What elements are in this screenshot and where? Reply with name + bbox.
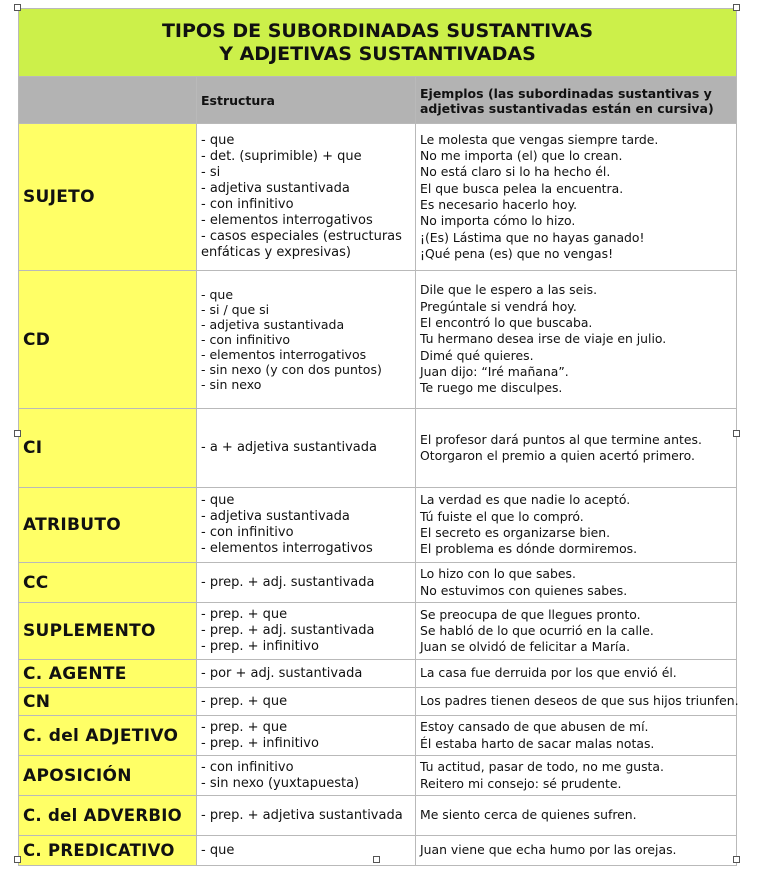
title-line-2: Y ADJETIVAS SUSTANTIVADAS: [219, 42, 536, 65]
function-label: C. PREDICATIVO: [19, 836, 197, 866]
function-label: SUJETO: [19, 124, 197, 271]
examples-cell: [416, 124, 737, 271]
header-function: [19, 77, 197, 124]
examples-cell: [416, 488, 737, 563]
function-label: CN: [19, 688, 197, 716]
example-line: Dile que le espero a las seis.: [420, 282, 598, 298]
table-row: [19, 756, 737, 796]
example-line: Estoy cansado de que abusen de mí.: [420, 719, 649, 735]
header-row: [19, 77, 737, 124]
structure-cell: - prep. + adj. sustantivada: [197, 563, 416, 603]
structure-cell: - prep. + adjetiva sustantivada: [197, 796, 416, 836]
function-label: CC: [19, 563, 197, 603]
example-line: No estuvimos con quienes sabes.: [420, 582, 628, 598]
examples-cell: [416, 836, 737, 866]
table-row: [19, 409, 737, 488]
resize-handle-bottom-right[interactable]: [733, 856, 740, 863]
resize-handle-top-right[interactable]: [733, 4, 740, 11]
example-line: Él estaba harto de sacar malas notas.: [420, 735, 655, 751]
example-line: La casa fue derruida por los que envió él.: [420, 665, 677, 681]
examples-cell: [416, 563, 737, 603]
example-line: El profesor dará puntos al que termine antes.: [420, 431, 702, 447]
example-line: Pregúntale si vendrá hoy.: [420, 298, 577, 314]
title-line-1: TIPOS DE SUBORDINADAS SUSTANTIVAS: [161, 19, 594, 42]
examples-cell: [416, 796, 737, 836]
title-row: [19, 9, 737, 77]
structure-cell: - con infinitivo - sin nexo (yuxtapuesta): [197, 756, 416, 796]
resize-handle-bottom-left[interactable]: [14, 856, 21, 863]
example-line: Reitero mi consejo: sé prudente.: [420, 775, 622, 791]
table-row: [19, 660, 737, 688]
resize-handle-mid-right[interactable]: [733, 430, 740, 437]
structure-cell: - que - si / que si - adjetiva sustantivada - con infinitivo - elementos interrogativos - sin nexo (y con dos puntos) - sin nexo: [197, 271, 416, 409]
function-label: C. del ADVERBIO: [19, 796, 197, 836]
example-line: Dimé qué quieres.: [420, 347, 534, 363]
example-line: Te ruego me disculpes.: [420, 380, 563, 396]
example-line: No importa cómo lo hizo.: [420, 213, 576, 229]
structure-cell: - que: [197, 836, 416, 866]
header-structure: Estructura: [197, 77, 416, 124]
subordinate-clauses-table: [18, 8, 737, 866]
structure-cell: - a + adjetiva sustantivada: [197, 409, 416, 488]
example-line: No me importa (el) que lo crean.: [420, 148, 623, 164]
example-line: El problema es dónde dormiremos.: [420, 541, 638, 557]
examples-cell: [416, 660, 737, 688]
example-line: La verdad es que nadie lo aceptó.: [420, 492, 631, 508]
example-line: Se preocupa de que llegues pronto.: [420, 606, 641, 622]
example-line: Le molesta que vengas siempre tarde.: [420, 131, 659, 147]
structure-cell: - prep. + que - prep. + adj. sustantivada - prep. + infinitivo: [197, 603, 416, 660]
example-line: Juan viene que echa humo por las orejas.: [420, 842, 677, 858]
structure-cell: - prep. + que: [197, 688, 416, 716]
example-line: Juan dijo: “Iré mañana”.: [420, 363, 569, 379]
table-row: [19, 124, 737, 271]
function-label: CD: [19, 271, 197, 409]
table-row: [19, 688, 737, 716]
example-line: Es necesario hacerlo hoy.: [420, 197, 578, 212]
structure-cell: - prep. + que - prep. + infinitivo: [197, 716, 416, 756]
example-line: ¡(Es) Lástima que no hayas ganado!: [420, 229, 645, 245]
table-row: [19, 603, 737, 660]
table-row: [19, 563, 737, 603]
example-line: Tú fuiste el que lo compró.: [420, 508, 584, 524]
structure-cell: - que - adjetiva sustantivada - con infinitivo - elementos interrogativos: [197, 488, 416, 563]
examples-cell: [416, 688, 737, 716]
function-label: ATRIBUTO: [19, 488, 197, 563]
example-line: Me siento cerca de quienes sufren.: [420, 807, 637, 823]
example-line: El que busca pelea la encuentra.: [420, 180, 624, 196]
example-line: Los padres tienen deseos de que sus hijos triunfen.: [420, 693, 739, 709]
table-title: [19, 9, 737, 77]
examples-cell: [416, 409, 737, 488]
example-line: El encontró lo que buscaba.: [420, 315, 593, 331]
table-row: [19, 488, 737, 563]
function-label: APOSICIÓN: [19, 756, 197, 796]
example-line: Juan se olvidó de felicitar a María.: [420, 639, 631, 655]
examples-cell: [416, 716, 737, 756]
example-line: Otorgaron el premio a quien acertó primero.: [420, 448, 695, 463]
function-label: C. AGENTE: [19, 660, 197, 688]
table-row: [19, 796, 737, 836]
table-row: [19, 271, 737, 409]
example-line: ¡Qué pena (es) que no vengas!: [420, 245, 614, 261]
examples-cell: [416, 603, 737, 660]
resize-handle-top-left[interactable]: [14, 4, 21, 11]
examples-cell: [416, 271, 737, 409]
example-line: Tu actitud, pasar de todo, no me gusta.: [420, 759, 664, 775]
example-line: El secreto es organizarse bien.: [420, 525, 611, 540]
example-line: No está claro si lo ha hecho él.: [420, 164, 611, 180]
structure-cell: - que - det. (suprimible) + que - si - adjetiva sustantivada - con infinitivo - elementos interrogativos - casos especiales (estructuras enfáticas y expresivas): [197, 124, 416, 271]
table-row: [19, 716, 737, 756]
function-label: CI: [19, 409, 197, 488]
example-line: Tu hermano desea irse de viaje en julio.: [420, 331, 667, 347]
header-examples: Ejemplos (las subordinadas sustantivas y adjetivas sustantivadas están en cursiva): [416, 77, 737, 124]
function-label: C. del ADJETIVO: [19, 716, 197, 756]
example-line: Lo hizo con lo que sabes.: [420, 566, 576, 582]
structure-cell: - por + adj. sustantivada: [197, 660, 416, 688]
resize-handle-bottom-mid[interactable]: [373, 856, 380, 863]
resize-handle-mid-left[interactable]: [14, 430, 21, 437]
examples-cell: [416, 756, 737, 796]
function-label: SUPLEMENTO: [19, 603, 197, 660]
example-line: Se habló de lo que ocurrió en la calle.: [420, 622, 654, 638]
